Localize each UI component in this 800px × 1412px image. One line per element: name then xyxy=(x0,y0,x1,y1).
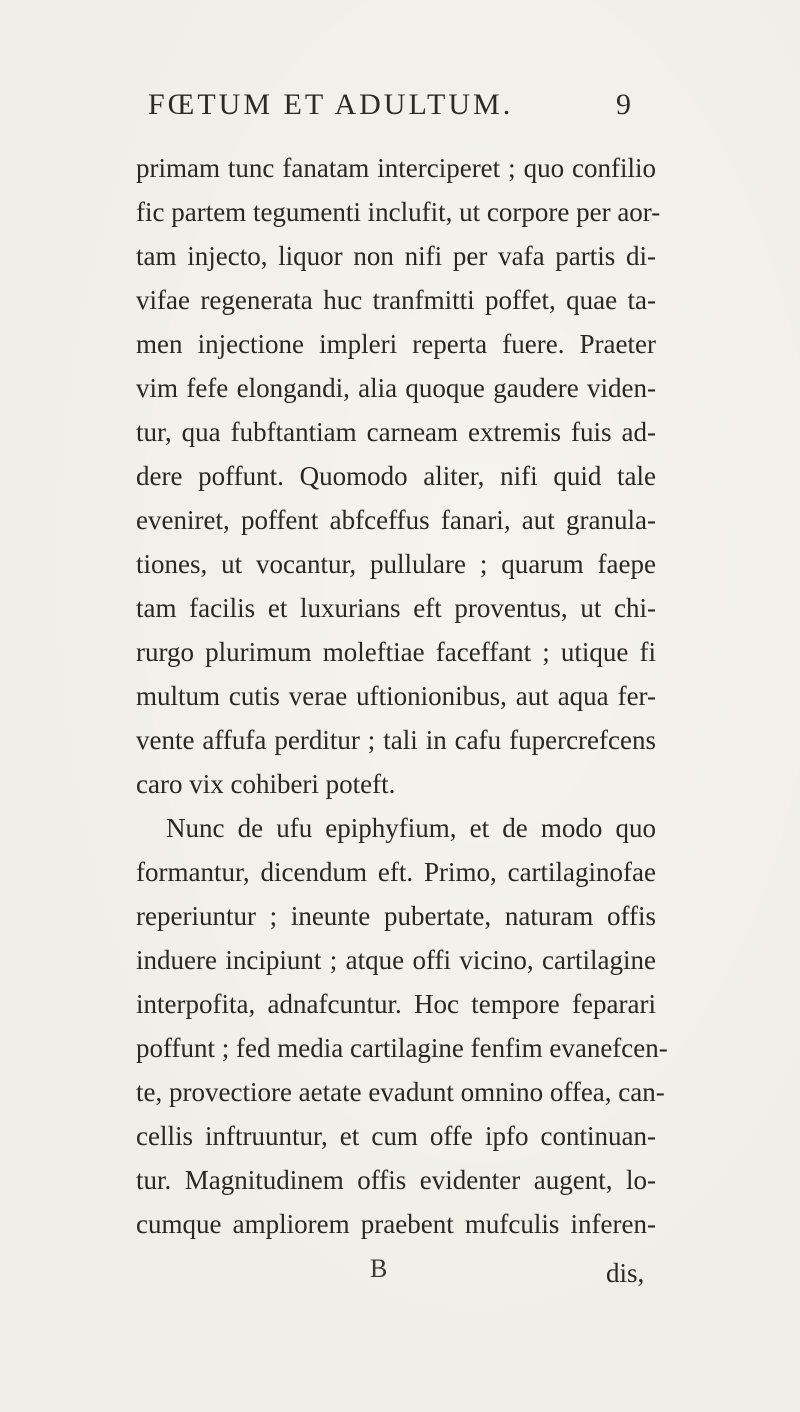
text-line: tur. Magnitudinem offis evidenter augent, lo- xyxy=(136,1165,656,1195)
text-line: fic partem tegumenti inclufit, ut corpore per aor- xyxy=(136,197,661,227)
text-line: induere incipiunt ; atque offi vicino, cartilagine xyxy=(136,945,656,975)
text-line: dere poffunt. Quomodo aliter, nifi quid tale xyxy=(136,461,656,491)
text-line: vim fefe elongandi, alia quoque gaudere viden- xyxy=(136,373,656,403)
catchword: dis, xyxy=(606,1258,645,1288)
text-line: tam injecto, liquor non nifi per vafa partis di- xyxy=(136,241,656,271)
running-head: FŒTUM ET ADULTUM. xyxy=(148,88,514,121)
text-line: primam tunc fanatam interciperet ; quo confilio xyxy=(136,153,656,183)
text-line: men injectione impleri reperta fuere. Praeter xyxy=(136,329,656,359)
text-line: cellis inftruuntur, et cum offe ipfo continuan- xyxy=(136,1121,656,1151)
text-line: reperiuntur ; ineunte pubertate, naturam offis xyxy=(136,901,656,931)
signature-mark: B xyxy=(370,1254,388,1283)
text-line: te, provectiore aetate evadunt omnino offea, can- xyxy=(136,1077,665,1107)
text-line: multum cutis verae uftionionibus, aut aqua fer- xyxy=(136,681,656,711)
text-line: rurgo plurimum moleftiae faceffant ; utique fi xyxy=(136,637,656,667)
text-line: tam facilis et luxurians eft proventus, ut chi- xyxy=(136,593,656,623)
text-line: tiones, ut vocantur, pullulare ; quarum faepe xyxy=(136,549,656,579)
text-line: vifae regenerata huc tranfmitti poffet, quae ta- xyxy=(136,285,656,315)
page-number: 9 xyxy=(616,88,634,121)
text-line: cumque ampliorem praebent mufculis inferen- xyxy=(136,1209,656,1239)
text-line: interpofita, adnafcuntur. Hoc tempore feparari xyxy=(136,989,656,1019)
page-header xyxy=(148,88,668,124)
text-line: vente affufa perditur ; tali in cafu fupercrefcens xyxy=(136,725,656,755)
paragraph-first-line: Nunc de ufu epiphyfium, et de modo quo xyxy=(166,813,656,843)
text-line: formantur, dicendum eft. Primo, cartilaginofae xyxy=(136,857,656,887)
text-line: eveniret, poffent abfceffus fanari, aut granula- xyxy=(136,505,656,535)
text-line: poffunt ; fed media cartilagine fenfim evanefcen- xyxy=(136,1033,668,1063)
text-line: caro vix cohiberi poteft. xyxy=(136,769,396,799)
text-line: tur, qua fubftantiam carneam extremis fuis ad- xyxy=(136,417,656,447)
